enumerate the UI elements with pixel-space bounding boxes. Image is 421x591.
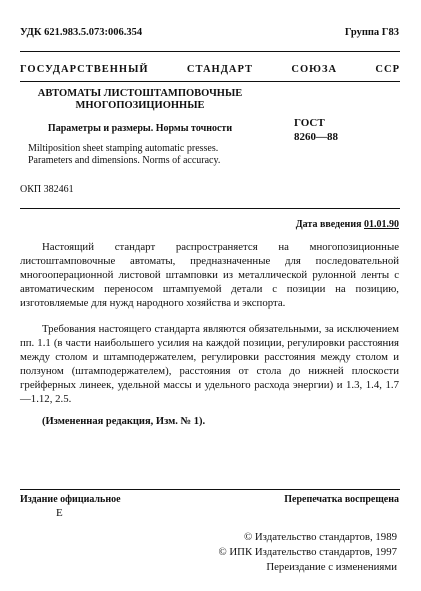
state-standard-heading: ГОСУДАРСТВЕННЫЙ СТАНДАРТ СОЮЗА ССР xyxy=(20,64,400,75)
body-paragraph-2: Требования настоящего стандарта являются обязательными, за исключением пп. 1.1 (в части наибольшего усилия на каждой позиции, регулировки расстояния между столом и штамподержателем, регулировки расстояния между столом и ползуном (штамподержателем), расстояния от стола до нижней плоскости грейферных линеек, удельной массы и удельного расхода энергии) и 1.3, 1.4, 1.7—1.12, 2.5. xyxy=(20,323,399,405)
document-subtitle: Параметры и размеры. Нормы точности xyxy=(47,123,233,134)
gost-designation xyxy=(294,116,354,144)
gost-number: 8260—88 xyxy=(294,131,338,143)
official-edition-label: Издание официальное xyxy=(20,494,121,505)
reprint-prohibited-label: Перепечатка воспрещена xyxy=(284,494,399,505)
document-title: АВТОМАТЫ ЛИСТОШТАМПОВОЧНЫЕ МНОГОПОЗИЦИОННЫЕ xyxy=(37,88,243,111)
copyright-1989: © Издательство стандартов, 1989 xyxy=(243,531,397,543)
body-paragraph-1: Настоящий стандарт распространяется на многопозиционные листоштамповочные автоматы, предназначенные для последовательной многооперационной листовой штамповки из металлической рулонной ленты с автоматическим переносом штампуемой детали с позиции на позицию, изготовляемые для нужд народного хозяйства и экспорта. xyxy=(20,241,399,309)
body-top-rule xyxy=(20,208,400,209)
group-code: Группа Г83 xyxy=(344,27,399,38)
reissue-note: Переиздание с изменениями xyxy=(266,561,397,573)
copyright-1997: © ИПК Издательство стандартов, 1997 xyxy=(218,546,397,558)
amendment-note: (Измененная редакция, Изм. № 1). xyxy=(42,416,206,427)
footer-rule xyxy=(20,489,400,490)
udk-code: УДК 621.983.5.073:006.354 xyxy=(20,27,143,38)
gost-label: ГОСТ xyxy=(294,117,325,129)
top-rule xyxy=(20,51,400,52)
okp-code: ОКП 382461 xyxy=(20,184,74,195)
edition-letter: E xyxy=(56,507,63,519)
heading-rule xyxy=(20,81,400,82)
introduction-date-label: Дата введения xyxy=(295,219,362,230)
document-title-english: Miltiposition sheet stamping automatic presses. Parameters and dimensions. Norms of accuracy. xyxy=(28,143,221,166)
introduction-date-value: 01.01.90 xyxy=(364,219,399,230)
introduction-date xyxy=(296,219,399,230)
